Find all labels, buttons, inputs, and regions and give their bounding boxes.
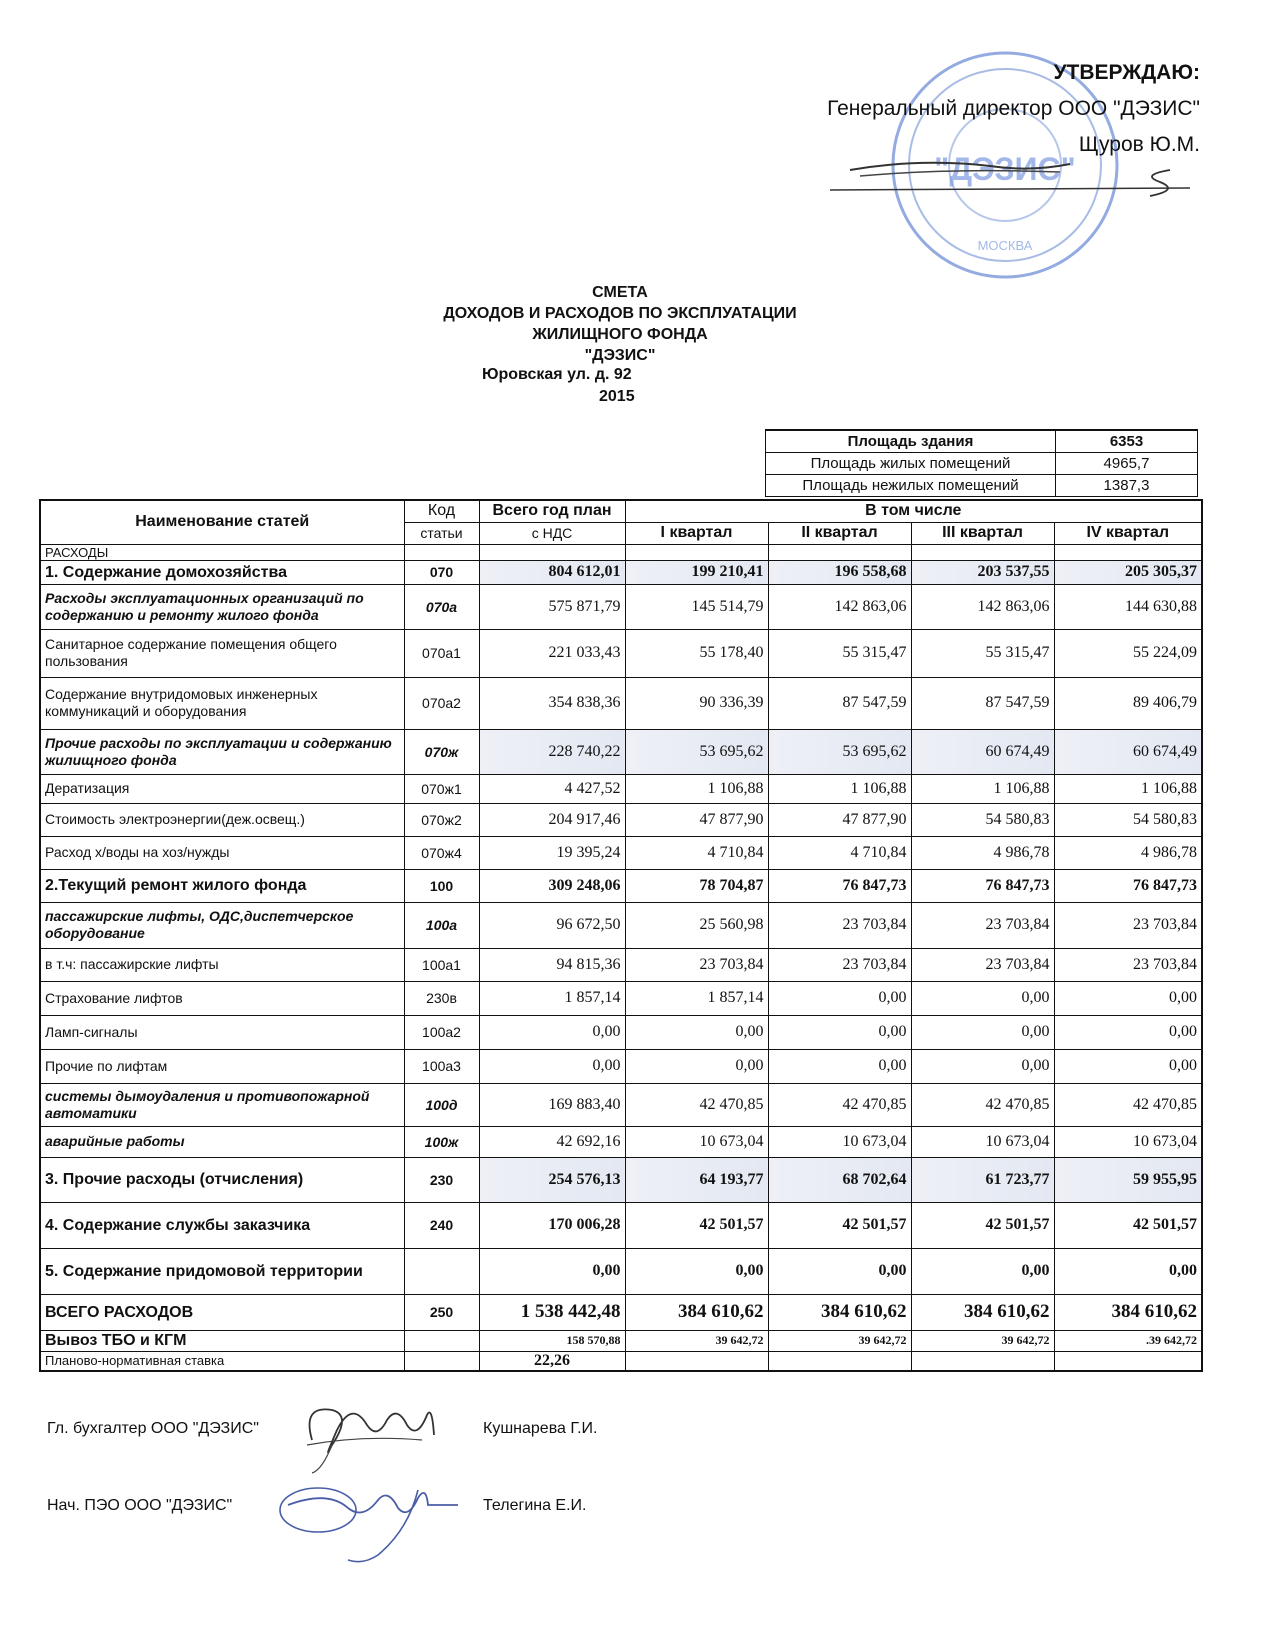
row-total: 96 672,50 xyxy=(479,902,625,948)
row-q2: 42 470,85 xyxy=(768,1083,911,1126)
row-q1: 1 106,88 xyxy=(625,774,768,803)
table-row xyxy=(40,1049,1202,1083)
table-row xyxy=(40,560,1202,584)
row-name: Стоимость электроэнергии(деж.освещ.) xyxy=(40,803,404,836)
table-row xyxy=(40,836,1202,869)
row-q3: 0,00 xyxy=(911,1049,1054,1083)
stamp-text: "ДЭЗИС" xyxy=(934,151,1076,187)
row-name: Страхование лифтов xyxy=(40,981,404,1015)
row-code: 070ж xyxy=(404,729,479,774)
table-row xyxy=(40,869,1202,902)
table-row xyxy=(40,1294,1202,1330)
row-q3: 384 610,62 xyxy=(911,1294,1054,1330)
table-row xyxy=(40,1126,1202,1157)
row-q1: 0,00 xyxy=(625,1248,768,1294)
row-q1: 199 210,41 xyxy=(625,560,768,584)
row-total: 170 006,28 xyxy=(479,1202,625,1248)
row-q3: 60 674,49 xyxy=(911,729,1054,774)
row-q2: 42 501,57 xyxy=(768,1202,911,1248)
row-total: 204 917,46 xyxy=(479,803,625,836)
row-q4: 384 610,62 xyxy=(1054,1294,1202,1330)
row-q1: 384 610,62 xyxy=(625,1294,768,1330)
row-q1: 55 178,40 xyxy=(625,629,768,677)
stamp-city: МОСКВА xyxy=(977,238,1033,253)
row-code: 230 xyxy=(404,1157,479,1202)
row-q1: 42 501,57 xyxy=(625,1202,768,1248)
row-q4: 59 955,95 xyxy=(1054,1157,1202,1202)
row-q2: 23 703,84 xyxy=(768,948,911,981)
row-q3: 4 986,78 xyxy=(911,836,1054,869)
row-q4: 0,00 xyxy=(1054,1248,1202,1294)
row-name: аварийные работы xyxy=(40,1126,404,1157)
row-q2: 55 315,47 xyxy=(768,629,911,677)
row-total: 0,00 xyxy=(479,1049,625,1083)
row-q1: 10 673,04 xyxy=(625,1126,768,1157)
row-code: 070ж4 xyxy=(404,836,479,869)
table-row xyxy=(40,1015,1202,1049)
area-row xyxy=(766,430,1198,453)
table-row xyxy=(40,729,1202,774)
title-line-1: СМЕТА xyxy=(592,284,648,301)
row-name: 4. Содержание службы заказчика xyxy=(40,1202,404,1248)
row-q3: 39 642,72 xyxy=(911,1330,1054,1351)
row-q3: 1 106,88 xyxy=(911,774,1054,803)
row-q4: 10 673,04 xyxy=(1054,1126,1202,1157)
row-q3: 0,00 xyxy=(911,981,1054,1015)
row-q4: 205 305,37 xyxy=(1054,560,1202,584)
approval-name: Щуров Ю.М. xyxy=(1078,133,1200,156)
table-row xyxy=(40,677,1202,729)
header-q2: II квартал xyxy=(768,522,911,544)
row-q3: 54 580,83 xyxy=(911,803,1054,836)
row-q2: 76 847,73 xyxy=(768,869,911,902)
row-q1: 0,00 xyxy=(625,1049,768,1083)
row-total: 1 857,14 xyxy=(479,981,625,1015)
row-code: 230в xyxy=(404,981,479,1015)
area-label: Площадь здания xyxy=(766,430,1056,453)
row-q4: 76 847,73 xyxy=(1054,869,1202,902)
section-label: РАСХОДЫ xyxy=(40,544,404,560)
row-name: Санитарное содержание помещения общего пользования xyxy=(40,629,404,677)
row-name: 5. Содержание придомовой территории xyxy=(40,1248,404,1294)
table-row xyxy=(40,803,1202,836)
row-name: Расходы эксплуатационных организаций по содержанию и ремонту жилого фонда xyxy=(40,584,404,629)
row-q3: 42 470,85 xyxy=(911,1083,1054,1126)
row-q1: 47 877,90 xyxy=(625,803,768,836)
signature-position-1: Гл. бухгалтер ООО "ДЭЗИС" xyxy=(47,1420,259,1437)
row-total: 309 248,06 xyxy=(479,869,625,902)
table-row xyxy=(40,1157,1202,1202)
area-table xyxy=(765,429,1198,497)
document-title xyxy=(400,282,840,366)
row-q4: 144 630,88 xyxy=(1054,584,1202,629)
table-row xyxy=(40,629,1202,677)
row-q2 xyxy=(768,1351,911,1371)
row-q4: 23 703,84 xyxy=(1054,948,1202,981)
row-total: 254 576,13 xyxy=(479,1157,625,1202)
row-q4: 1 106,88 xyxy=(1054,774,1202,803)
row-q1: 145 514,79 xyxy=(625,584,768,629)
row-q4: 42 501,57 xyxy=(1054,1202,1202,1248)
row-total: 221 033,43 xyxy=(479,629,625,677)
row-q2: 0,00 xyxy=(768,1049,911,1083)
row-q2: 87 547,59 xyxy=(768,677,911,729)
row-total: 0,00 xyxy=(479,1015,625,1049)
row-code: 100а3 xyxy=(404,1049,479,1083)
row-q4: 54 580,83 xyxy=(1054,803,1202,836)
header-including: В том числе xyxy=(625,500,1202,522)
row-name: Ламп-сигналы xyxy=(40,1015,404,1049)
table-row xyxy=(40,981,1202,1015)
row-q2: 4 710,84 xyxy=(768,836,911,869)
row-total: 158 570,88 xyxy=(479,1330,625,1351)
row-q2: 39 642,72 xyxy=(768,1330,911,1351)
row-total: 169 883,40 xyxy=(479,1083,625,1126)
row-q3: 76 847,73 xyxy=(911,869,1054,902)
row-code: 070а2 xyxy=(404,677,479,729)
row-q1: 4 710,84 xyxy=(625,836,768,869)
row-code: 100ж xyxy=(404,1126,479,1157)
row-code: 100 xyxy=(404,869,479,902)
table-row xyxy=(40,774,1202,803)
area-row xyxy=(766,475,1198,497)
row-q1: 42 470,85 xyxy=(625,1083,768,1126)
address: Юровская ул. д. 92 xyxy=(482,366,632,383)
row-q4: 89 406,79 xyxy=(1054,677,1202,729)
economist-signature xyxy=(268,1460,468,1570)
header-total-2: с НДС xyxy=(479,522,625,544)
row-q1: 39 642,72 xyxy=(625,1330,768,1351)
row-q4 xyxy=(1054,1351,1202,1371)
row-total: 0,00 xyxy=(479,1248,625,1294)
row-q1: 25 560,98 xyxy=(625,902,768,948)
table-row xyxy=(40,1351,1202,1371)
header-code: Код xyxy=(404,500,479,522)
area-value: 1387,3 xyxy=(1056,475,1198,497)
row-q3: 10 673,04 xyxy=(911,1126,1054,1157)
header-code-2: статьи xyxy=(404,522,479,544)
row-total: 575 871,79 xyxy=(479,584,625,629)
row-code: 100д xyxy=(404,1083,479,1126)
header-row xyxy=(40,500,1202,522)
row-name: ВСЕГО РАСХОДОВ xyxy=(40,1294,404,1330)
row-q2: 10 673,04 xyxy=(768,1126,911,1157)
row-total: 19 395,24 xyxy=(479,836,625,869)
header-q3: III квартал xyxy=(911,522,1054,544)
row-code: 250 xyxy=(404,1294,479,1330)
table-row xyxy=(40,1248,1202,1294)
row-q2: 53 695,62 xyxy=(768,729,911,774)
row-total: 804 612,01 xyxy=(479,560,625,584)
signature-position-2: Нач. ПЭО ООО "ДЭЗИС" xyxy=(47,1497,233,1514)
row-name: Вывоз ТБО и КГМ xyxy=(40,1330,404,1351)
row-q2: 0,00 xyxy=(768,1248,911,1294)
row-total: 228 740,22 xyxy=(479,729,625,774)
row-code: 100а1 xyxy=(404,948,479,981)
row-q1: 0,00 xyxy=(625,1015,768,1049)
section-row xyxy=(40,544,1202,560)
row-q2: 47 877,90 xyxy=(768,803,911,836)
row-q3: 87 547,59 xyxy=(911,677,1054,729)
row-q2: 0,00 xyxy=(768,981,911,1015)
year: 2015 xyxy=(599,388,635,405)
header-name: Наименование статей xyxy=(40,500,404,544)
row-total: 4 427,52 xyxy=(479,774,625,803)
row-q3: 23 703,84 xyxy=(911,902,1054,948)
row-q2: 1 106,88 xyxy=(768,774,911,803)
row-q1: 78 704,87 xyxy=(625,869,768,902)
row-q3 xyxy=(911,1351,1054,1371)
row-total: 42 692,16 xyxy=(479,1126,625,1157)
row-q3: 0,00 xyxy=(911,1248,1054,1294)
row-q4: 42 470,85 xyxy=(1054,1083,1202,1126)
row-q1: 53 695,62 xyxy=(625,729,768,774)
area-row xyxy=(766,453,1198,475)
row-code: 070а xyxy=(404,584,479,629)
row-code: 070ж1 xyxy=(404,774,479,803)
area-label: Площадь жилых помещений xyxy=(766,453,1056,475)
area-value: 6353 xyxy=(1056,430,1198,453)
row-q1 xyxy=(625,1351,768,1371)
row-name: Дератизация xyxy=(40,774,404,803)
table-row xyxy=(40,1330,1202,1351)
approval-block xyxy=(780,55,1200,163)
row-q1: 23 703,84 xyxy=(625,948,768,981)
row-q3: 142 863,06 xyxy=(911,584,1054,629)
row-q4: 23 703,84 xyxy=(1054,902,1202,948)
row-q2: 0,00 xyxy=(768,1015,911,1049)
table-row xyxy=(40,902,1202,948)
header-q1: I квартал xyxy=(625,522,768,544)
row-name: в т.ч: пассажирские лифты xyxy=(40,948,404,981)
row-total: 354 838,36 xyxy=(479,677,625,729)
row-total: 1 538 442,48 xyxy=(479,1294,625,1330)
row-name: Прочие расходы по эксплуатации и содержанию жилищного фонда xyxy=(40,729,404,774)
row-name: Содержание внутридомовых инженерных коммуникаций и оборудования xyxy=(40,677,404,729)
row-code: 070а1 xyxy=(404,629,479,677)
title-line-4: "ДЭЗИС" xyxy=(584,347,656,364)
row-total: 94 815,36 xyxy=(479,948,625,981)
row-name: Расход х/воды на хоз/нужды xyxy=(40,836,404,869)
budget-table xyxy=(39,499,1203,1372)
row-code xyxy=(404,1330,479,1351)
row-name: 1. Содержание домохозяйства xyxy=(40,560,404,584)
title-line-2: ДОХОДОВ И РАСХОДОВ ПО ЭКСПЛУАТАЦИИ xyxy=(443,305,797,322)
row-q1: 1 857,14 xyxy=(625,981,768,1015)
signature-name-1: Кушнарева Г.И. xyxy=(483,1420,598,1437)
row-code: 100а xyxy=(404,902,479,948)
row-q2: 68 702,64 xyxy=(768,1157,911,1202)
row-q3: 42 501,57 xyxy=(911,1202,1054,1248)
row-code xyxy=(404,1248,479,1294)
row-q2: 23 703,84 xyxy=(768,902,911,948)
row-q4: 0,00 xyxy=(1054,1049,1202,1083)
table-row xyxy=(40,1202,1202,1248)
approval-title: УТВЕРЖДАЮ: xyxy=(1053,61,1200,84)
row-total: 22,26 xyxy=(479,1351,625,1371)
row-q3: 55 315,47 xyxy=(911,629,1054,677)
header-q4: IV квартал xyxy=(1054,522,1202,544)
row-q1: 64 193,77 xyxy=(625,1157,768,1202)
table-row xyxy=(40,948,1202,981)
row-q3: 61 723,77 xyxy=(911,1157,1054,1202)
approval-position: Генеральный директор ООО "ДЭЗИС" xyxy=(827,97,1200,120)
row-q4: 4 986,78 xyxy=(1054,836,1202,869)
row-name: 3. Прочие расходы (отчисления) xyxy=(40,1157,404,1202)
row-q2: 142 863,06 xyxy=(768,584,911,629)
row-q2: 196 558,68 xyxy=(768,560,911,584)
row-q3: 23 703,84 xyxy=(911,948,1054,981)
table-row xyxy=(40,1083,1202,1126)
row-name: Прочие по лифтам xyxy=(40,1049,404,1083)
area-value: 4965,7 xyxy=(1056,453,1198,475)
row-code: 070 xyxy=(404,560,479,584)
row-q2: 384 610,62 xyxy=(768,1294,911,1330)
row-q4: 60 674,49 xyxy=(1054,729,1202,774)
row-name: 2.Текущий ремонт жилого фонда xyxy=(40,869,404,902)
row-q3: 0,00 xyxy=(911,1015,1054,1049)
row-name: Планово-нормативная ставка xyxy=(40,1351,404,1371)
header-total: Всего год план xyxy=(479,500,625,522)
row-q4: 0,00 xyxy=(1054,1015,1202,1049)
row-q4: 55 224,09 xyxy=(1054,629,1202,677)
area-label: Площадь нежилых помещений xyxy=(766,475,1056,497)
table-row xyxy=(40,584,1202,629)
signature-name-2: Телегина Е.И. xyxy=(483,1497,587,1514)
row-q3: 203 537,55 xyxy=(911,560,1054,584)
row-name: системы дымоудаления и противопожарной автоматики xyxy=(40,1083,404,1126)
row-code xyxy=(404,1351,479,1371)
row-name: пассажирские лифты, ОДС,диспетчерское оборудование xyxy=(40,902,404,948)
row-q1: 90 336,39 xyxy=(625,677,768,729)
row-q4: 0,00 xyxy=(1054,981,1202,1015)
title-line-3: ЖИЛИЩНОГО ФОНДА xyxy=(532,326,708,343)
row-code: 100а2 xyxy=(404,1015,479,1049)
row-code: 240 xyxy=(404,1202,479,1248)
row-code: 070ж2 xyxy=(404,803,479,836)
row-q4: .39 642,72 xyxy=(1054,1330,1202,1351)
